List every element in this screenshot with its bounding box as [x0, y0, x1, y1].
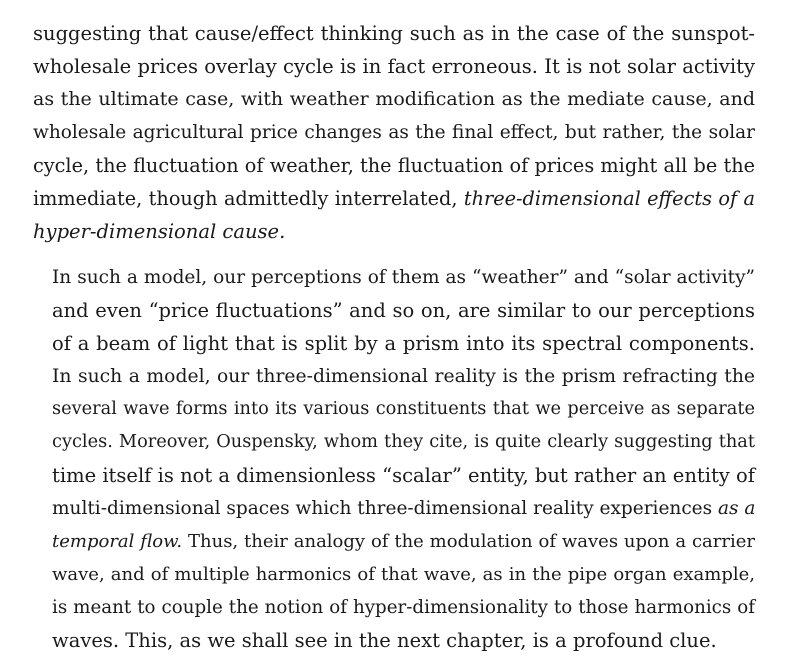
text-line [33, 525, 755, 558]
italic-run: hyper-dimensional cause. [33, 220, 286, 243]
italic-run: three-dimensional effects of a [463, 187, 756, 210]
text-line [33, 116, 755, 149]
text-run: as the ultimate case, with weather modification as the mediate cause, and [33, 88, 755, 110]
text-run: suggesting that cause/effect thinking such as in the case of the sunspot- [33, 22, 755, 45]
text-run: of a beam of light that is split by a prism into its spectral components. [52, 332, 755, 355]
text-run: cycle, the fluctuation of weather, the fluctuation of prices might all be the [33, 154, 755, 177]
italic-run: temporal flow. [52, 531, 183, 552]
text-run: wholesale agricultural price changes as the final effect, but rather, the solar [33, 122, 755, 143]
text-line [33, 393, 755, 426]
text-line [33, 83, 755, 116]
text-run: several wave forms into its various constituents that we perceive as separate [52, 399, 755, 419]
text-run: and even “price fluctuations” and so on, are similar to our perceptions [52, 299, 755, 322]
text-line [33, 327, 755, 360]
paragraph-2 [33, 261, 755, 657]
text-run: multi-dimensional spaces which three-dimensional reality experiences [52, 498, 718, 519]
paragraph-1 [33, 17, 755, 248]
text-line [33, 182, 755, 215]
text-line [33, 426, 755, 459]
text-run: Thus, their analogy of the modulation of waves upon a carrier [182, 531, 755, 552]
text-line [33, 294, 755, 327]
text-line [33, 624, 755, 657]
text-line [33, 360, 755, 393]
text-run: In such a model, our three-dimensional reality is the prism refracting the [52, 366, 755, 387]
text-line [33, 50, 755, 83]
text-run: In such a model, our perceptions of them as “weather” and “solar activity” [52, 267, 755, 288]
text-line [33, 492, 755, 525]
text-line [33, 558, 755, 591]
text-run: wholesale prices overlay cycle is in fact erroneous. It is not solar activity [33, 55, 755, 78]
text-line [33, 215, 755, 248]
text-run: waves. This, as we shall see in the next chapter, is a profound clue. [52, 629, 717, 652]
text-line [33, 459, 755, 492]
text-run: is meant to couple the notion of hyper-dimensionality to those harmonics of [52, 597, 755, 618]
text-line [33, 261, 755, 294]
italic-run: as a [718, 498, 756, 519]
text-line [33, 591, 755, 624]
text-run: cycles. Moreover, Ouspensky, whom they cite, is quite clearly suggesting that [52, 432, 755, 452]
text-run: immediate, though admittedly interrelated, [33, 187, 464, 210]
text-line [33, 149, 755, 182]
text-line [33, 17, 755, 50]
text-run: time itself is not a dimensionless “scalar” entity, but rather an entity of [52, 464, 755, 487]
text-run: wave, and of multiple harmonics of that wave, as in the pipe organ example, [52, 564, 755, 585]
